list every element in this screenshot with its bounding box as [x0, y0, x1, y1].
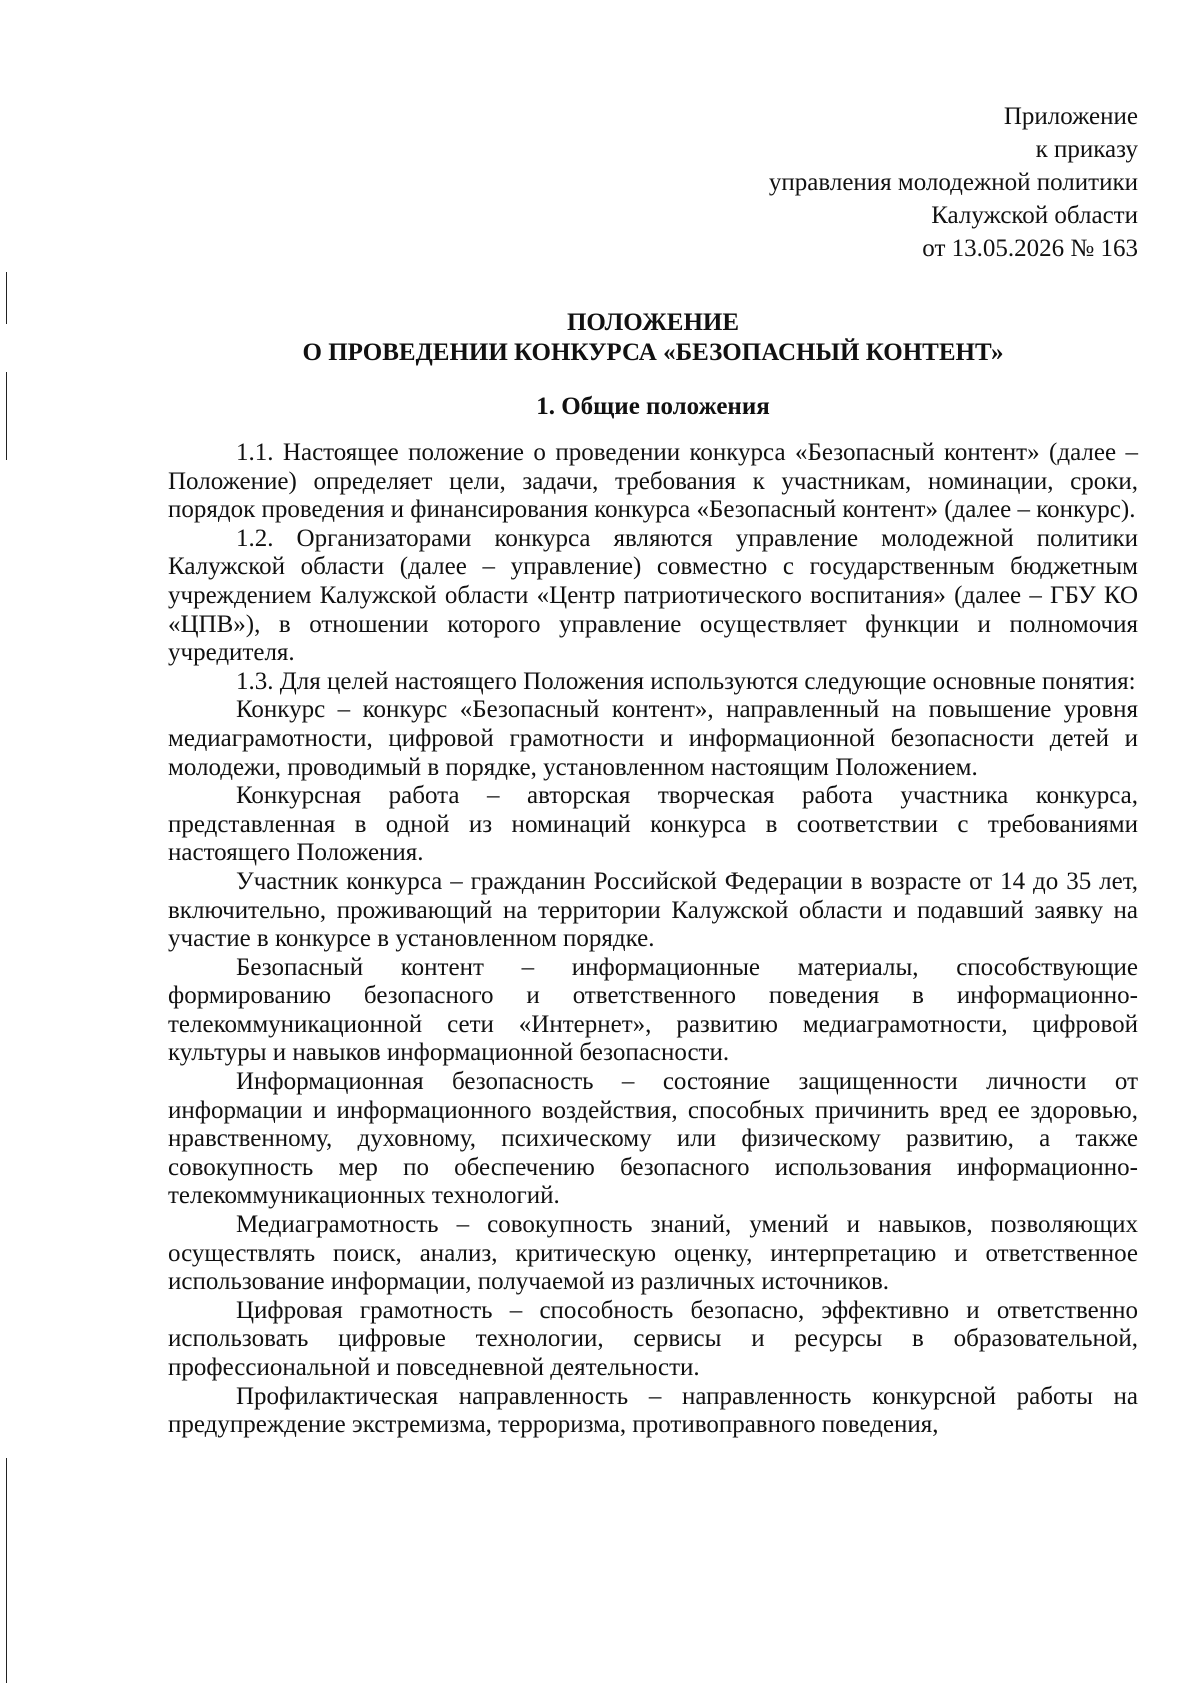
appendix-line: Приложение [1003, 103, 1138, 130]
paragraph: Медиаграмотность – совокупность знаний, умений и навыков, позволяющих осуществлять поиск, анализ, критическую оценку, интерпретацию и ответственное использование информации, получаемой из различных источников. [168, 1211, 1138, 1296]
margin-mark [6, 372, 7, 460]
margin-mark [6, 272, 7, 324]
appendix-line: от 13.05.2026 № 163 [922, 235, 1138, 262]
paragraph: 1.2. Организаторами конкурса являются управление молодежной политики Калужской области (далее – управление) совместно с государственным бюджетным учреждением Калужской области «Центр патриотического воспитания» (далее – ГБУ КО «ЦПВ»), в отношении которого управление осуществляет функции и полномочия учредителя. [168, 524, 1138, 667]
section-heading: 1. Общие положения [536, 393, 770, 420]
paragraph: Профилактическая направленность – направленность конкурсной работы на предупреждение экстремизма, терроризма, противоправного поведения, [168, 1382, 1138, 1439]
appendix-line: управления молодежной политики [768, 169, 1138, 196]
paragraph: Конкурсная работа – авторская творческая работа участника конкурса, представленная в одной из номинаций конкурса в соответствии с требованиями настоящего Положения. [168, 782, 1138, 867]
appendix-line: Калужской области [931, 202, 1138, 229]
paragraph: Информационная безопасность – состояние защищенности личности от информации и информационного воздействия, способных причинить вред ее здоровью, нравственному, духовному, психическому или физическому развитию, а также совокупность мер по обеспечению безопасного использования информационно-телекоммуникационных технологий. [168, 1068, 1138, 1210]
paragraph: Участник конкурса – гражданин Российской Федерации в возрасте от 14 до 35 лет, включительно, проживающий на территории Калужской области и подавший заявку на участие в конкурсе в установленном порядке. [168, 867, 1138, 953]
paragraph: Конкурс – конкурс «Безопасный контент», направленный на повышение уровня медиаграмотности, цифровой грамотности и информационной безопасности детей и молодежи, проводимый в порядке, установленном настоящим Положением. [168, 696, 1138, 781]
title-line: ПОЛОЖЕНИЕ [566, 309, 740, 336]
document-page [168, 100, 1138, 1440]
title-line: О ПРОВЕДЕНИИ КОНКУРСА «БЕЗОПАСНЫЙ КОНТЕНТ» [302, 339, 1004, 366]
paragraph: Цифровая грамотность – способность безопасно, эффективно и ответственно использовать цифровые технологии, сервисы и ресурсы в образовательной, профессиональной и повседневной деятельности. [168, 1296, 1138, 1381]
section-body [168, 439, 1138, 1440]
paragraph: Безопасный контент – информационные материалы, способствующие формированию безопасного и ответственного поведения в информационно-телекоммуникационной сети «Интернет», развитию медиаграмотности, цифровой культуры и навыков информационной безопасности. [168, 953, 1138, 1067]
document-title [168, 308, 1138, 368]
paragraph: 1.1. Настоящее положение о проведении конкурса «Безопасный контент» (далее – Положение) определяет цели, задачи, требования к участникам, номинации, сроки, порядок проведения и финансирования конкурса «Безопасный контент» (далее – конкурс). [168, 439, 1138, 524]
paragraph: 1.3. Для целей настоящего Положения используются следующие основные понятия: [236, 667, 1136, 695]
appendix-line: к приказу [1035, 136, 1138, 163]
margin-mark [6, 1458, 7, 1683]
appendix-block [168, 100, 1138, 265]
